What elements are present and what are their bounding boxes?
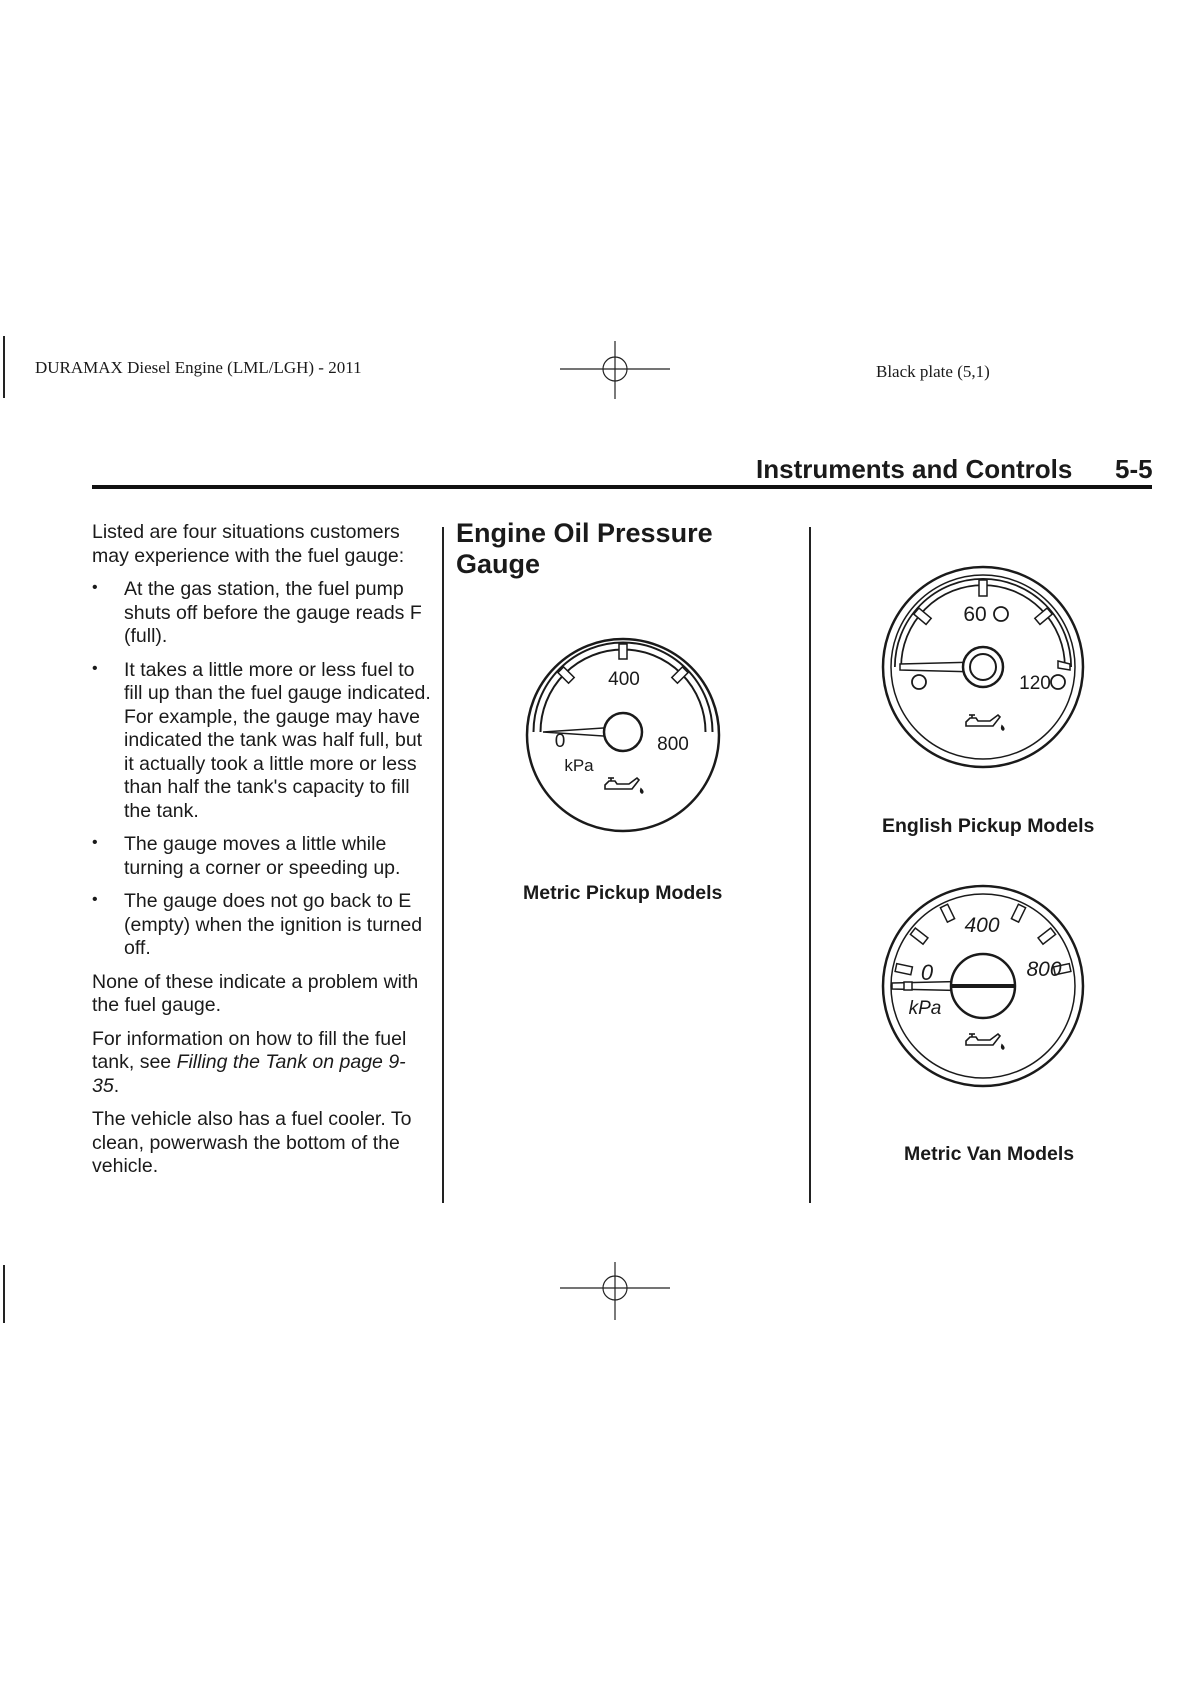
list-item — [92, 578, 432, 649]
gauge-hub-inner — [970, 654, 996, 680]
english-pickup-gauge — [880, 564, 1086, 770]
gauge-label-400: 400 — [608, 669, 640, 690]
gauge-zero-mark — [912, 675, 926, 689]
situation-list — [92, 578, 432, 961]
gauge-degree-mark — [994, 607, 1008, 621]
gauge-label-800: 800 — [1026, 958, 1062, 981]
english-pickup-caption: English Pickup Models — [882, 815, 1095, 837]
list-item-text: The gauge does not go back to E (empty) when the ignition is turned off. — [124, 890, 423, 959]
list-item-text: The gauge moves a little while turning a corner or speeding up. — [124, 833, 401, 879]
oil-can-icon — [966, 715, 1004, 730]
gauge-label-400: 400 — [964, 914, 1000, 937]
list-item — [92, 659, 432, 824]
no-problem-paragraph: None of these indicate a problem with the fuel gauge. — [92, 970, 419, 1016]
list-item-text: At the gas station, the fuel pump shuts off before the gauge reads F (full). — [124, 578, 422, 647]
bullet-icon: • — [92, 579, 98, 596]
bullet-icon: • — [92, 834, 98, 851]
gauge-unit: kPa — [564, 756, 594, 775]
cross-reference-link[interactable]: Filling the Tank on page 9-35 — [92, 1051, 406, 1097]
column-divider-left — [442, 527, 444, 1203]
bullet-icon: • — [92, 891, 98, 908]
fill-info-paragraph — [92, 1028, 432, 1099]
header-rule — [92, 485, 1152, 489]
oil-can-icon — [966, 1034, 1004, 1049]
gauge-label-60: 60 — [963, 603, 987, 626]
gauge-max-mark — [1051, 675, 1065, 689]
gauge-unit: kPa — [908, 998, 942, 1019]
list-item — [92, 833, 432, 880]
gauge-hub — [604, 713, 642, 751]
metric-van-caption: Metric Van Models — [904, 1143, 1075, 1165]
crop-mark-icon — [560, 1262, 670, 1320]
fuel-cooler-paragraph: The vehicle also has a fuel cooler. To clean, powerwash the bottom of the vehicle. — [92, 1108, 412, 1177]
page-number: 5-5 — [1115, 454, 1153, 484]
crop-line-top-left — [3, 336, 5, 398]
metric-van-gauge — [880, 883, 1086, 1089]
gauge-pin — [904, 982, 912, 990]
crop-mark-icon — [560, 341, 670, 399]
metric-pickup-gauge — [523, 635, 723, 835]
column-divider-right — [809, 527, 811, 1203]
intro-paragraph: Listed are four situations customers may experience with the fuel gauge: — [92, 521, 405, 567]
left-column — [92, 521, 432, 1189]
running-header-title: Instruments and Controls — [756, 454, 1073, 484]
production-title: DURAMAX Diesel Engine (LML/LGH) - 2011 — [35, 358, 362, 377]
gauge-label-0: 0 — [920, 960, 934, 985]
crop-line-bottom-left — [3, 1265, 5, 1323]
fill-info-end: . — [113, 1074, 120, 1097]
list-item-text: It takes a little more or less fuel to fill up than the fuel gauge indicated. For example, the gauge may have indicated the tank was half full, but it actually took a little more or less than half the tank's capacity to fill the tank. — [124, 658, 431, 822]
list-item — [92, 890, 432, 961]
bullet-icon: • — [92, 659, 98, 677]
gauge-label-800: 800 — [657, 734, 689, 755]
section-heading: Engine Oil Pressure Gauge — [456, 518, 713, 579]
metric-pickup-caption: Metric Pickup Models — [523, 882, 723, 904]
gauge-label-120: 120 — [1019, 673, 1051, 694]
plate-label: Black plate (5,1) — [876, 362, 990, 381]
fill-info-text: For information on how to fill the fuel tank, see — [92, 1027, 407, 1073]
gauge-label-0: 0 — [554, 731, 566, 752]
oil-can-icon — [605, 778, 643, 793]
